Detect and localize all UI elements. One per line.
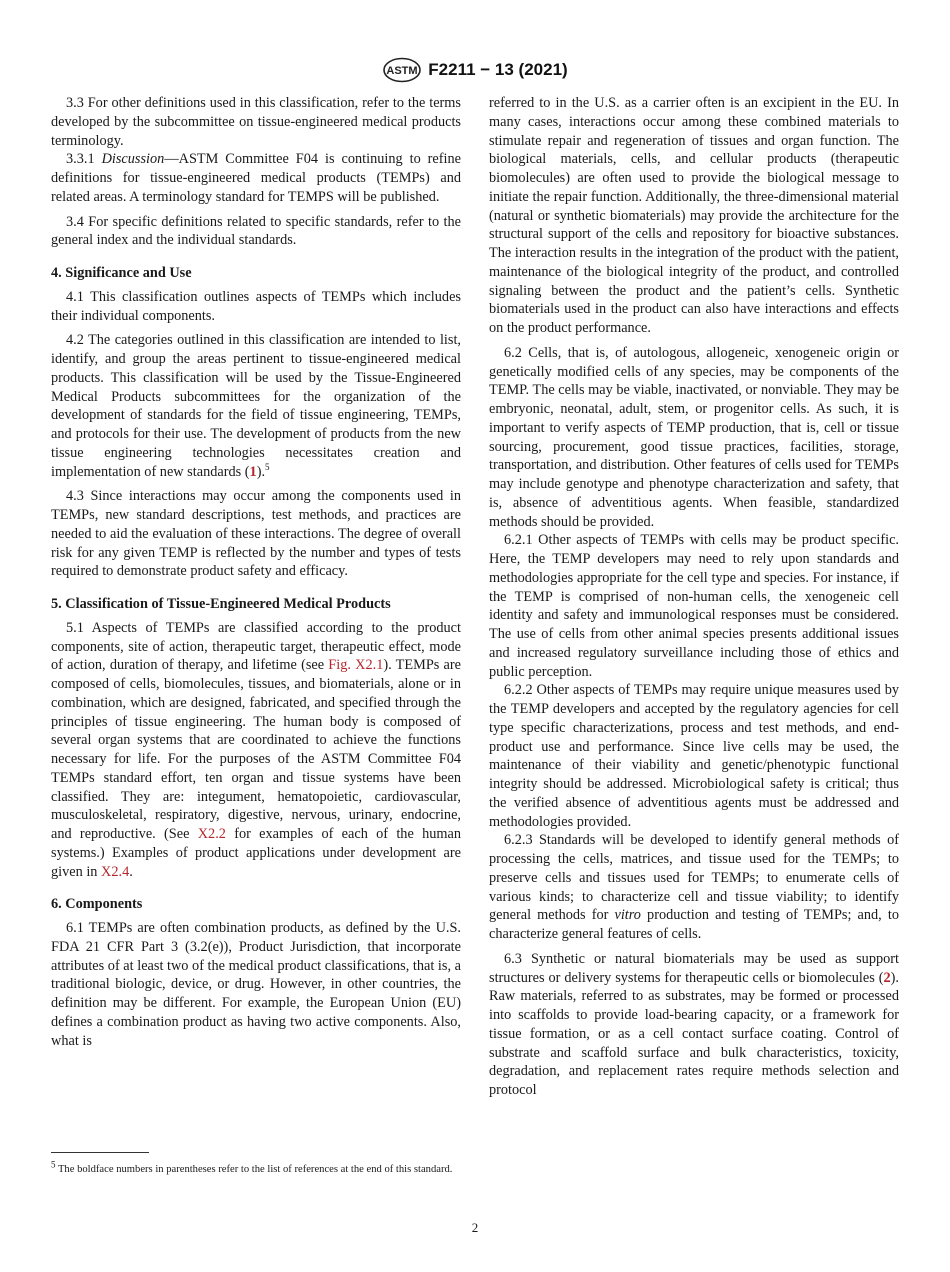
right-column	[489, 94, 899, 1100]
left-column	[51, 94, 461, 1050]
para-5-1-d: .	[129, 863, 133, 880]
para-4-3: 4.3 Since interactions may occur among the components used in TEMPs, new standard descriptions, test methods, and practices are needed to aid the evaluation of these interactions. The degree of overall risk for any given TEMP is reflected by the number and types of tests required to demonstrate product safety and efficacy.	[51, 488, 461, 580]
para-4-2	[51, 331, 461, 481]
astm-logo-text: ASTM	[386, 65, 418, 77]
standard-designation: F2211 − 13 (2021)	[428, 60, 568, 79]
footnote-divider	[51, 1152, 149, 1153]
section-link-x2-2[interactable]: X2.2	[197, 826, 226, 842]
para-5-1	[51, 619, 461, 882]
para-6-3	[489, 950, 899, 1100]
para-4-2-close: ).	[256, 463, 266, 480]
para-6-2-3-b: production and testing of TEMPs; and, to characterize general features of cells.	[489, 907, 899, 942]
para-3-4: 3.4 For specific definitions related to specific standards, refer to the general index and the individual standards.	[51, 213, 461, 249]
para-3-3: 3.3 For other definitions used in this classification, refer to the terms developed by the subcommittee on tissue-engineered medical products terminology.	[51, 95, 461, 149]
discussion-term: Discussion	[101, 151, 165, 168]
reference-link-2[interactable]: 2	[883, 969, 891, 986]
para-6-2: 6.2 Cells, that is, of autologous, allogeneic, xenogeneic origin or genetically modified cells of any species, may be components of the TEMP. The cells may be viable, inactivated, or nonviable. They may be embryonic, neonatal, adult, stem, or progenitor cells. As such, it is important to verify aspects of TEMP production, that is, cell or tissue sourcing, procurement, good tissue practices, facilities, storage, transportation, and distribution. Other features of cells used for TEMPs may include genotype and phenotype characterization and safety, that is, absence of adventitious agents. When feasible, standardized methods should be provided.	[489, 344, 899, 530]
para-6-3-a: 6.3 Synthetic or natural biomaterials may be used as support structures or delivery systems for therapeutic cells or biomolecules (	[489, 950, 899, 986]
astm-logo-icon	[382, 57, 422, 83]
para-3-3-1	[51, 150, 461, 206]
figure-link-x2-1[interactable]: Fig. X2.1	[328, 657, 384, 674]
para-5-1-b: ). TEMPs are composed of cells, biomolecules, tissues, and biomaterials, alone or in combination, which are designed, fabricated, and specified through the principles of tissue engineering. The human body is composed of several organ systems that are coordinated to achieve the functions necessary for life. For the purposes of the ASTM Committee F04 TEMPs standard effort, ten organ and tissue systems have been classified. They are: integument, hematopoietic, cardiovascular, musculoskeletal, respiratory, digestive, nervous, urinary, endocrine, and reproductive. (See	[51, 657, 462, 842]
reference-link-1[interactable]: 1	[249, 463, 257, 480]
para-5-1-c: for examples of each of the human systems.) Examples of product applications under development are given in	[51, 826, 461, 880]
para-3-3-1-text: —ASTM Committee F04 is continuing to refine definitions for tissue-engineered medical products (TEMPs) and related areas. A terminology standard for TEMPS will be published.	[51, 151, 462, 205]
section-heading-5: 5. Classification of Tissue-Engineered Medical Products	[51, 596, 391, 612]
para-6-2-1: 6.2.1 Other aspects of TEMPs with cells may be product specific. Here, the TEMP developers may need to rely upon standards and methodologies appropriate for the cell type and species. For instance, if the TEMP is comprised of non-human cells, the xenogeneic cell identity and safety and immunological responses must be considered. The use of cells from other animal species presents additional issues and increased regulatory surveillance including those of ethics and public perception.	[489, 532, 899, 680]
footnote-marker-5[interactable]: 5	[265, 461, 270, 472]
para-6-1-continued: referred to in the U.S. as a carrier often is an excipient in the EU. In many cases, interactions occur among these combined materials to stimulate repair and regeneration of tissues and organ function. The biological materials, cells, and cellular products (therapeutic biomolecules) are often used to provide the biological message to initiate the repair function. Additionally, the three-dimensional material (natural or synthetic biomaterials) may provide the architecture for the structural support of the cells and repository for bioactive substances. The interaction results in the integration of the product with the patient, maintenance of the biological integrity of the product, and controlled signaling between the product and the patient’s cells. Synthetic biomaterials used in the product can also have interactions and effects on the product performance.	[489, 95, 899, 336]
para-5-1-a: 5.1 Aspects of TEMPs are classified according to the product components, site of action, therapeutic target, therapeutic effect, mode of action, duration of therapy, and lifetime (see	[51, 619, 461, 674]
footnote-text: The boldface numbers in parentheses refer to the list of references at the end of this standard.	[55, 1164, 453, 1175]
para-3-3-1-num: 3.3.1	[66, 151, 102, 168]
para-6-2-3	[489, 831, 899, 944]
para-6-2-2: 6.2.2 Other aspects of TEMPs may require unique measures used by the TEMP developers and accepted by the regulatory agencies for cell type specific characterizations, process and test methods, and end-product use and performance. Since live cells may be used, the maintenance of their viability and genetic/phenotypic functional integrity should be addressed. Microbiological safety is critical; thus the verified absence of adventitious agents must be addressed and methodologies provided.	[489, 682, 899, 830]
section-heading-4: 4. Significance and Use	[51, 265, 192, 281]
para-4-1: 4.1 This classification outlines aspects of TEMPs which includes their individual components.	[51, 288, 461, 324]
para-4-2-text: 4.2 The categories outlined in this classification are intended to list, identify, and group the areas pertinent to tissue-engineered medical products. This classification will be used by the Tissue-Engineered Medical Products subcommittees for the organization of the development of standards for the field of tissue engineering, TEMPs, and protocols for their use. The development of products from the new tissue engineering technologies necessitates creation and implementation of new standards (	[51, 332, 461, 480]
para-6-2-3-em: vitro	[614, 907, 641, 924]
section-link-x2-4[interactable]: X2.4	[101, 863, 130, 880]
footnote	[51, 1159, 461, 1177]
page-header	[0, 56, 950, 84]
footnote-number: 5	[51, 1159, 56, 1170]
para-6-1: 6.1 TEMPs are often combination products, as defined by the U.S. FDA 21 CFR Part 3 (3.2(e)), Product Jurisdiction, that incorporate attributes of at least two of the medical product classifications, that is, a traditional biologic, device, or drug. However, in other countries, the definition may be different. For example, the European Union (EU) defines a combination product as having two active components. Also, what is	[51, 920, 461, 1049]
para-6-3-b: ). Raw materials, referred to as substrates, may be formed or processed into scaffolds to provide load-bearing capacity, or a framework for tissue formation, or as a cell contact surface coating. Control of substrate and scaffold surface and bulk characteristics, toxicity, degradation, and replacement rates require methods selection and protocol	[489, 969, 899, 1098]
page-number: 2	[471, 1220, 479, 1235]
para-6-2-3-a: 6.2.3 Standards will be developed to identify general methods of processing the cells, matrices, and tissue used for the TEMPs; to preserve cells and tissues used for TEMPs; to enumerate cells of various kinds; to characterize cell and tissue viability; to identify general methods for	[489, 832, 899, 924]
section-heading-6: 6. Components	[51, 896, 143, 913]
